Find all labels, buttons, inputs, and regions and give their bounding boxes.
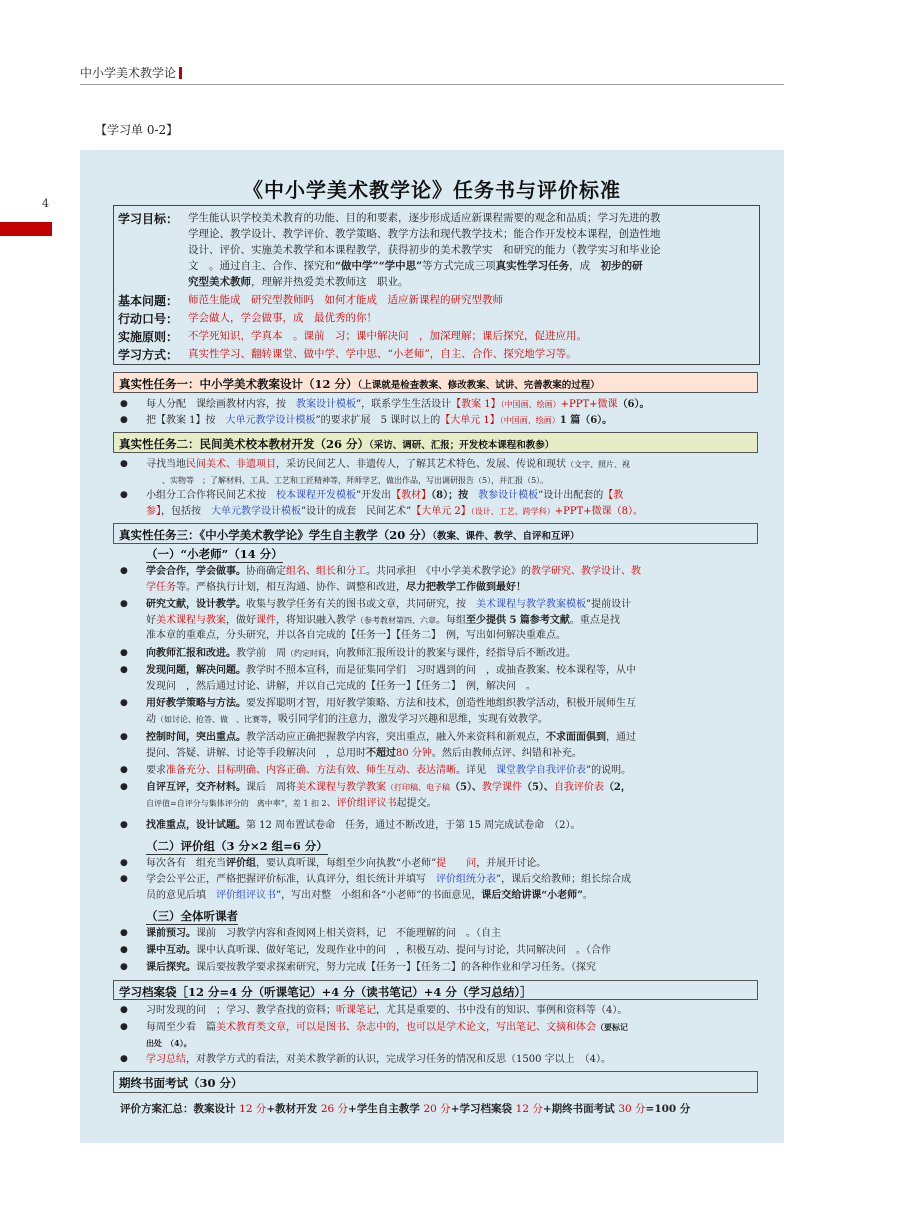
text-fragment: 【大单元 2】 bbox=[411, 505, 471, 517]
text-fragment: 20 分 bbox=[423, 1103, 451, 1115]
bullet-icon: ● bbox=[120, 459, 128, 469]
text-fragment: 。详见 bbox=[456, 765, 496, 776]
text-fragment: +期终书面考试 bbox=[542, 1103, 619, 1115]
text-fragment: （中国画、绘画） bbox=[499, 416, 560, 425]
text-fragment: 自评互评，交齐材料。 bbox=[146, 782, 246, 793]
text-fragment: 美术课程与教学教案模板 bbox=[476, 599, 586, 610]
text-fragment: ”提前设计 bbox=[586, 599, 632, 610]
text-fragment: ”设计出配套的 bbox=[538, 490, 604, 501]
bullet-icon: ● bbox=[120, 665, 128, 675]
text-fragment: 【大单元 1】 bbox=[440, 415, 500, 426]
text-fragment: 好 bbox=[146, 614, 156, 626]
list-item-text bbox=[146, 564, 758, 595]
list-item-text bbox=[146, 1052, 758, 1068]
text-fragment: （文字、照片、视 bbox=[566, 460, 630, 469]
text-fragment: 学习总结 bbox=[146, 1054, 186, 1065]
bullet-icon: ● bbox=[120, 820, 128, 830]
text-fragment: ，对教学方式的看法，对美术教学新的认识，完成学习任务的情况和反思（1500 字以上 （4）。 bbox=[186, 1054, 611, 1065]
text-fragment: ，要认真听课，每组至少向执教“小老师” bbox=[256, 858, 437, 869]
text-fragment: 和 bbox=[336, 566, 346, 577]
text-fragment: （5）、 bbox=[521, 782, 554, 793]
text-fragment: 、 bbox=[326, 797, 337, 809]
bullet-icon: ● bbox=[120, 415, 128, 425]
text-fragment: 课堂教学自我评价表 bbox=[496, 765, 586, 776]
goal-text-part: 真实性学习任务 bbox=[495, 260, 570, 272]
goal-text-part: 初步的研 bbox=[600, 260, 643, 272]
goal-text bbox=[188, 210, 756, 290]
text-fragment: ”的要求扩展 5 课时以上的 bbox=[315, 415, 441, 426]
text-fragment: 教案设计模板 bbox=[296, 399, 356, 410]
text-fragment: 课后 周将 bbox=[246, 782, 296, 793]
text-fragment: 、实物等 ；了解材料、工具、工艺和工匠精神等，拜师学艺，做出作品，写出调研报告（5），并汇报（5）。 bbox=[146, 475, 549, 485]
text-fragment: 课后要按教学要求探索研究，努力完成【任务一】【任务二】的各种作业和学习任务。（探究 bbox=[196, 962, 596, 973]
text-fragment: 听课笔记 bbox=[336, 1005, 376, 1016]
text-fragment: 课中认真听课、做好笔记，发现作业中的问 ，积极互动、提问与讨论，共同解决问 。（合作 bbox=[196, 945, 611, 956]
text-fragment: 等。严格执行计划，相互沟通、协作、调整和改进， bbox=[176, 581, 406, 593]
text-fragment: 课前 习教学内容和查阅网上相关资料，记 不能理解的问 。（自主 bbox=[196, 928, 501, 939]
goal-label: 学习目标： bbox=[118, 212, 179, 226]
goal-line: 设计、评价、实施美术教学和本课程教学，获得初步的美术教学实 和研究的能力（教学实习和毕业论 bbox=[188, 244, 661, 256]
text-fragment: （8）；按 bbox=[431, 490, 479, 501]
text-fragment: 习时发现的问 ；学习、教学查找的资料； bbox=[146, 1005, 336, 1016]
text-fragment: 学会合作，学会做事。 bbox=[146, 566, 246, 577]
list-item-text bbox=[146, 413, 758, 429]
goals-box bbox=[113, 205, 760, 365]
text-fragment: ”，写出对整 小组和各“小老师”的书面意见， bbox=[276, 889, 482, 901]
text-fragment: 大单元教学设计模板 bbox=[211, 505, 301, 517]
text-fragment: 每次各有 组充当 bbox=[146, 858, 226, 869]
text-fragment: 教学前 周 bbox=[236, 648, 286, 659]
bullet-icon: ● bbox=[120, 1054, 128, 1064]
list-item-text bbox=[146, 488, 758, 519]
text-fragment: 至少提供 5 篇参考文献 bbox=[466, 614, 570, 626]
text-fragment: 课后交给讲课“小老师” bbox=[481, 889, 583, 901]
text-fragment: 学任务 bbox=[146, 581, 176, 593]
text-fragment: 把【教案 1】按 bbox=[146, 415, 226, 426]
bullet-icon: ● bbox=[120, 858, 128, 868]
text-fragment: 26 分 bbox=[320, 1103, 349, 1115]
text-fragment: 教学活动应正确把握教学内容，突出重点，融入外来资料和新观点， bbox=[246, 732, 546, 743]
list-item-text bbox=[146, 872, 758, 903]
text-fragment: ，包括按 bbox=[161, 505, 211, 517]
goal-line: 学生能认识学校美术教育的功能、目的和要素，逐步形成适应新课程需要的观念和品质；学习先进的教 bbox=[188, 212, 661, 224]
text-fragment: 教学研究、教学设计、教 bbox=[531, 566, 641, 577]
text-fragment: ”的说明。 bbox=[586, 765, 632, 776]
page-red-tab bbox=[0, 222, 52, 236]
text-fragment: 教学时不照本宣科，而是征集同学们 习时遇到的问 ，或抽查教案、校本课程等，从中 bbox=[246, 665, 636, 676]
text-fragment: 课后探究。 bbox=[146, 962, 196, 973]
subsection-title: （三）全体听课者 bbox=[146, 909, 238, 923]
principle-label: 实施原则： bbox=[118, 330, 179, 344]
content-panel bbox=[80, 150, 784, 1143]
running-header bbox=[80, 64, 182, 81]
text-fragment: 寻找当地 bbox=[146, 459, 186, 470]
text-fragment: （打印稿、电子稿 bbox=[386, 783, 450, 792]
text-fragment: 每人分配 课绘画教材内容，按 bbox=[146, 399, 296, 410]
text-fragment: 评价组统分表 bbox=[436, 874, 496, 885]
archive-header: 学习档案袋［12 分=4 分（听课笔记）+4 分（读书笔记）+4 分（学习总结）］ bbox=[113, 980, 758, 1000]
exam-header: 期终书面考试（30 分） bbox=[113, 1071, 758, 1093]
text-fragment: ，通过 bbox=[606, 732, 636, 743]
text-fragment: 。 bbox=[582, 889, 593, 901]
text-fragment: 起提交。 bbox=[396, 797, 437, 809]
text-fragment: 【教 bbox=[603, 490, 624, 501]
text-fragment: 准本章的重难点，分头研究，并以各自完成的【任务一】【任务二】 例，写出如何解决重难点。 bbox=[146, 630, 566, 641]
text-fragment: 组名、组长 bbox=[286, 566, 336, 577]
list-item-text bbox=[146, 597, 758, 644]
text-fragment: ，尤其是重要的、书中没有的知识、事例和资料等（4）。 bbox=[376, 1005, 628, 1016]
text-fragment: 课中互动。 bbox=[146, 945, 196, 956]
text-fragment: +学习档案袋 bbox=[450, 1103, 516, 1115]
text-fragment: 提问、答疑、讲解、讨论等手段解决问 ，总用时 bbox=[146, 747, 366, 759]
goal-text-part: ，理解并热爱美术教师这 职业。 bbox=[251, 276, 409, 288]
list-item-text bbox=[146, 646, 758, 662]
text-fragment: 【教案 1】 bbox=[451, 399, 501, 410]
task2-note: （采访、调研、汇报；开发校本课程和教参） bbox=[369, 440, 555, 451]
list-item-text bbox=[146, 457, 758, 488]
text-fragment: ，做好 bbox=[226, 614, 256, 626]
task3-note: （教案、课件、教学、自评和互评） bbox=[432, 531, 580, 542]
text-fragment: 向教师汇报和改进。 bbox=[146, 648, 236, 659]
text-fragment: +学生自主教学 bbox=[348, 1103, 424, 1115]
bullet-icon: ● bbox=[120, 782, 128, 792]
text-fragment: 准备充分、目标明确、内容正确、方法有效、师生互动、表达清晰 bbox=[166, 765, 456, 776]
text-fragment: 不超过 bbox=[366, 747, 396, 759]
goal-line bbox=[188, 274, 756, 290]
goal-text-part: ，成 bbox=[569, 260, 601, 272]
text-fragment: +PPT+微课（8）。 bbox=[554, 505, 644, 517]
list-item-text bbox=[146, 960, 758, 976]
text-fragment: ，并展开讨论。 bbox=[476, 858, 547, 869]
text-fragment: 发现问题，解决问题。 bbox=[146, 665, 246, 676]
text-fragment: 1 篇（6）。 bbox=[559, 415, 613, 426]
text-fragment: 协商确定 bbox=[246, 566, 286, 577]
bullet-icon: ● bbox=[120, 765, 128, 775]
page-number: 4 bbox=[42, 197, 49, 210]
text-fragment: ”，联系学生生活设计 bbox=[356, 399, 452, 410]
text-fragment: ”设计的成套 民间艺术” bbox=[301, 505, 412, 517]
text-fragment: 12 分 bbox=[239, 1103, 267, 1115]
goal-line: 学理论、教学设计、教学评价、教学策略、教学方法和现代教学技术；能合作开发校本课程，创造性地 bbox=[188, 228, 661, 240]
doc-title: 《中小学美术教学论》任务书与评价标准 bbox=[243, 178, 621, 202]
text-fragment: 每周至少看 篇 bbox=[146, 1022, 216, 1033]
goal-text-part: 等方式完成三项 bbox=[422, 260, 496, 272]
task1-title: 真实性任务一：中小学美术教案设计（12 分） bbox=[119, 377, 358, 391]
text-fragment: 发现问 ，然后通过讨论、讲解，并以自己完成的【任务一】【任务二】 例，解决问 。 bbox=[146, 680, 536, 692]
list-item-text bbox=[146, 397, 758, 413]
text-fragment: ，将知识融入教学 bbox=[276, 614, 356, 626]
subsection-title: （一）“小老师”（14 分） bbox=[146, 547, 283, 561]
text-fragment: ”，课后交给教师；组长综合成 bbox=[496, 874, 632, 885]
text-fragment: 学会公平公正，严格把握评价标准，认真评分，组长统计并填写 bbox=[146, 874, 436, 885]
text-fragment: （约定时间 bbox=[286, 649, 326, 658]
list-item-text bbox=[146, 856, 758, 872]
text-fragment: 动 bbox=[146, 713, 156, 725]
text-fragment: =100 分 bbox=[645, 1103, 691, 1115]
text-fragment: 用好教学策略与方法。 bbox=[146, 698, 246, 709]
bullet-icon: ● bbox=[120, 698, 128, 708]
text-fragment: ，采访民间艺人、非遗传人，了解其艺术特色、发展、传说和现状 bbox=[276, 459, 566, 470]
task1-header bbox=[113, 372, 758, 393]
bullet-icon: ● bbox=[120, 1022, 128, 1032]
task3-title: 真实性任务三：《中小学美术教学论》学生自主教学（20 分） bbox=[119, 528, 433, 542]
sheet-label: 【学习单 0-2】 bbox=[95, 123, 179, 137]
question-label: 基本问题： bbox=[118, 294, 179, 308]
list-item-text bbox=[146, 663, 758, 694]
bullet-icon: ● bbox=[120, 928, 128, 938]
task2-header bbox=[113, 432, 758, 453]
text-fragment: 民间美术、非遗项目 bbox=[186, 459, 276, 470]
bullet-icon: ● bbox=[120, 962, 128, 972]
text-fragment: 课前预习。 bbox=[146, 928, 196, 939]
text-fragment: 控制时间，突出重点。 bbox=[146, 732, 246, 743]
text-fragment: 第 12 周布置试卷命 任务，通过不断改进，于第 15 周完成试卷命 （2）。 bbox=[246, 820, 581, 831]
text-fragment: （参考教材第四、六章 bbox=[356, 615, 436, 625]
text-fragment: 。然后由教师点评、纠错和补充。 bbox=[431, 747, 582, 759]
bullet-icon: ● bbox=[120, 945, 128, 955]
header-red-mark bbox=[179, 67, 182, 79]
text-fragment: 小组分工合作将民间艺术按 bbox=[146, 490, 276, 501]
list-item-text bbox=[146, 696, 758, 727]
text-fragment: 课件 bbox=[256, 614, 276, 626]
list-item-text bbox=[146, 926, 758, 942]
bullet-icon: ● bbox=[120, 732, 128, 742]
text-fragment: 不求面面俱到 bbox=[546, 732, 606, 743]
list-item-text bbox=[146, 818, 758, 834]
bullet-icon: ● bbox=[120, 1005, 128, 1015]
question-text: 师范生能成 研究型教师吗 如何才能成 适应新课程的研究型教师 bbox=[188, 294, 503, 306]
text-fragment: 30 分 bbox=[618, 1103, 646, 1115]
header-title: 中小学美术教学论 bbox=[80, 66, 177, 80]
text-fragment: 评价组评议书 bbox=[336, 797, 397, 809]
text-fragment: 12 分 bbox=[515, 1103, 543, 1115]
list-item-text bbox=[146, 763, 758, 779]
score-summary bbox=[120, 1101, 690, 1116]
task3-header bbox=[113, 523, 758, 544]
text-fragment: 评价方案汇总：教案设计 bbox=[120, 1103, 240, 1115]
goal-text-part: 究型美术教师 bbox=[188, 276, 251, 288]
text-fragment: 美术教育类文章，可以是图书、杂志中的，也可以是学术论文，写出笔记、文摘和体会 bbox=[216, 1022, 596, 1033]
list-item-text bbox=[146, 943, 758, 959]
text-fragment: 要求 bbox=[146, 765, 166, 776]
text-fragment: 找准重点，设计试题。 bbox=[146, 820, 246, 831]
text-fragment: 分工 bbox=[346, 566, 366, 577]
subsection-title: （二）评价组（3 分×2 组=6 分） bbox=[146, 839, 328, 853]
text-fragment: 。每组 bbox=[436, 614, 466, 626]
bullet-icon: ● bbox=[120, 648, 128, 658]
list-item-text bbox=[146, 1020, 758, 1051]
text-fragment: 教学课件 bbox=[481, 782, 522, 793]
text-fragment: 员的意见后填 bbox=[146, 889, 216, 901]
bullet-icon: ● bbox=[120, 399, 128, 409]
text-fragment: （中国画、绘画） bbox=[500, 400, 561, 409]
text-fragment: 。共同承担 《中小学美术教学论》的 bbox=[366, 566, 531, 577]
list-item-text bbox=[146, 1003, 758, 1019]
text-fragment: （如讨论、抢答、做 、比赛等 bbox=[156, 714, 268, 724]
text-fragment: 80 分钟 bbox=[396, 747, 432, 759]
text-fragment: （5）、 bbox=[450, 782, 482, 793]
text-fragment: 参】 bbox=[146, 505, 161, 517]
header-rule bbox=[80, 84, 784, 85]
text-fragment: 出处 （4）。 bbox=[146, 1037, 192, 1048]
bullet-icon: ● bbox=[120, 599, 128, 609]
text-fragment: （2， bbox=[603, 782, 631, 793]
task2-title: 真实性任务二：民间美术校本教材开发（26 分） bbox=[119, 437, 370, 451]
text-fragment: 。重点是找 bbox=[569, 614, 620, 626]
text-fragment: （要标记 bbox=[596, 1022, 628, 1032]
bullet-icon: ● bbox=[120, 566, 128, 576]
text-fragment: 校本课程开发模板 bbox=[276, 490, 356, 501]
text-fragment: 自我评价表 bbox=[553, 782, 604, 793]
slogan-text: 学会做人，学会做事，成 最优秀的你！ bbox=[188, 312, 377, 324]
principle-text: 不学死知识，学真本 。课前 习；课中解决问 ，加深理解；课后探究，促进应用。 bbox=[188, 330, 587, 342]
list-item-text bbox=[146, 730, 758, 761]
text-fragment: 教参设计模板 bbox=[478, 490, 539, 501]
text-fragment: 自评值=自评分与集体评分的 离中率”，差 1 扣 2 bbox=[146, 798, 327, 808]
task1-note: （上课就是检查教案、修改教案、试讲、完善教案的过程） bbox=[357, 380, 600, 391]
text-fragment: ，向教师汇报所设计的教案与课件，经指导后不断改进。 bbox=[326, 648, 576, 659]
text-fragment: ”开发出 bbox=[356, 490, 392, 501]
text-fragment: 美术课程与教案 bbox=[156, 614, 226, 626]
goal-line bbox=[188, 258, 756, 274]
goal-text-part: 文 。通过自主、合作、探究和 bbox=[188, 260, 335, 272]
slogan-label: 行动口号： bbox=[118, 312, 179, 326]
text-fragment: 评价组评议书 bbox=[216, 889, 276, 901]
method-label: 学习方式： bbox=[118, 348, 179, 362]
text-fragment: 评价组 bbox=[226, 858, 256, 869]
text-fragment: ，吸引同学们的注意力，激发学习兴趣和思维，实现有效教学。 bbox=[268, 713, 548, 725]
text-fragment: 美术课程与教学教案 bbox=[296, 782, 386, 793]
text-fragment: 收集与教学任务有关的图书或文章，共同研究，按 bbox=[246, 599, 476, 610]
text-fragment: 研究文献，设计教学。 bbox=[146, 599, 246, 610]
text-fragment: （6）。 bbox=[617, 399, 650, 410]
text-fragment: +教材开发 bbox=[266, 1103, 321, 1115]
bullet-icon: ● bbox=[120, 874, 128, 884]
text-fragment: 提 问 bbox=[436, 858, 477, 869]
text-fragment: 尽力把教学工作做到最好！ bbox=[406, 581, 526, 593]
text-fragment: +PPT+微课 bbox=[560, 399, 618, 410]
text-fragment: 要发挥聪明才智，用好教学策略、方法和技术，创造性地组织教学活动，积极开展师生互 bbox=[246, 698, 636, 709]
goal-text-part: “做中学”“学中思” bbox=[335, 260, 423, 272]
bullet-icon: ● bbox=[120, 490, 128, 500]
method-text: 真实性学习、翻转课堂、做中学、学中思、“小老师”，自主、合作、探究地学习等。 bbox=[188, 348, 577, 360]
text-fragment: 【教材】 bbox=[391, 490, 432, 501]
text-fragment: （设计、工艺、跨学科） bbox=[470, 506, 555, 516]
list-item-text bbox=[146, 780, 758, 811]
text-fragment: 大单元教学设计模板 bbox=[225, 415, 316, 426]
